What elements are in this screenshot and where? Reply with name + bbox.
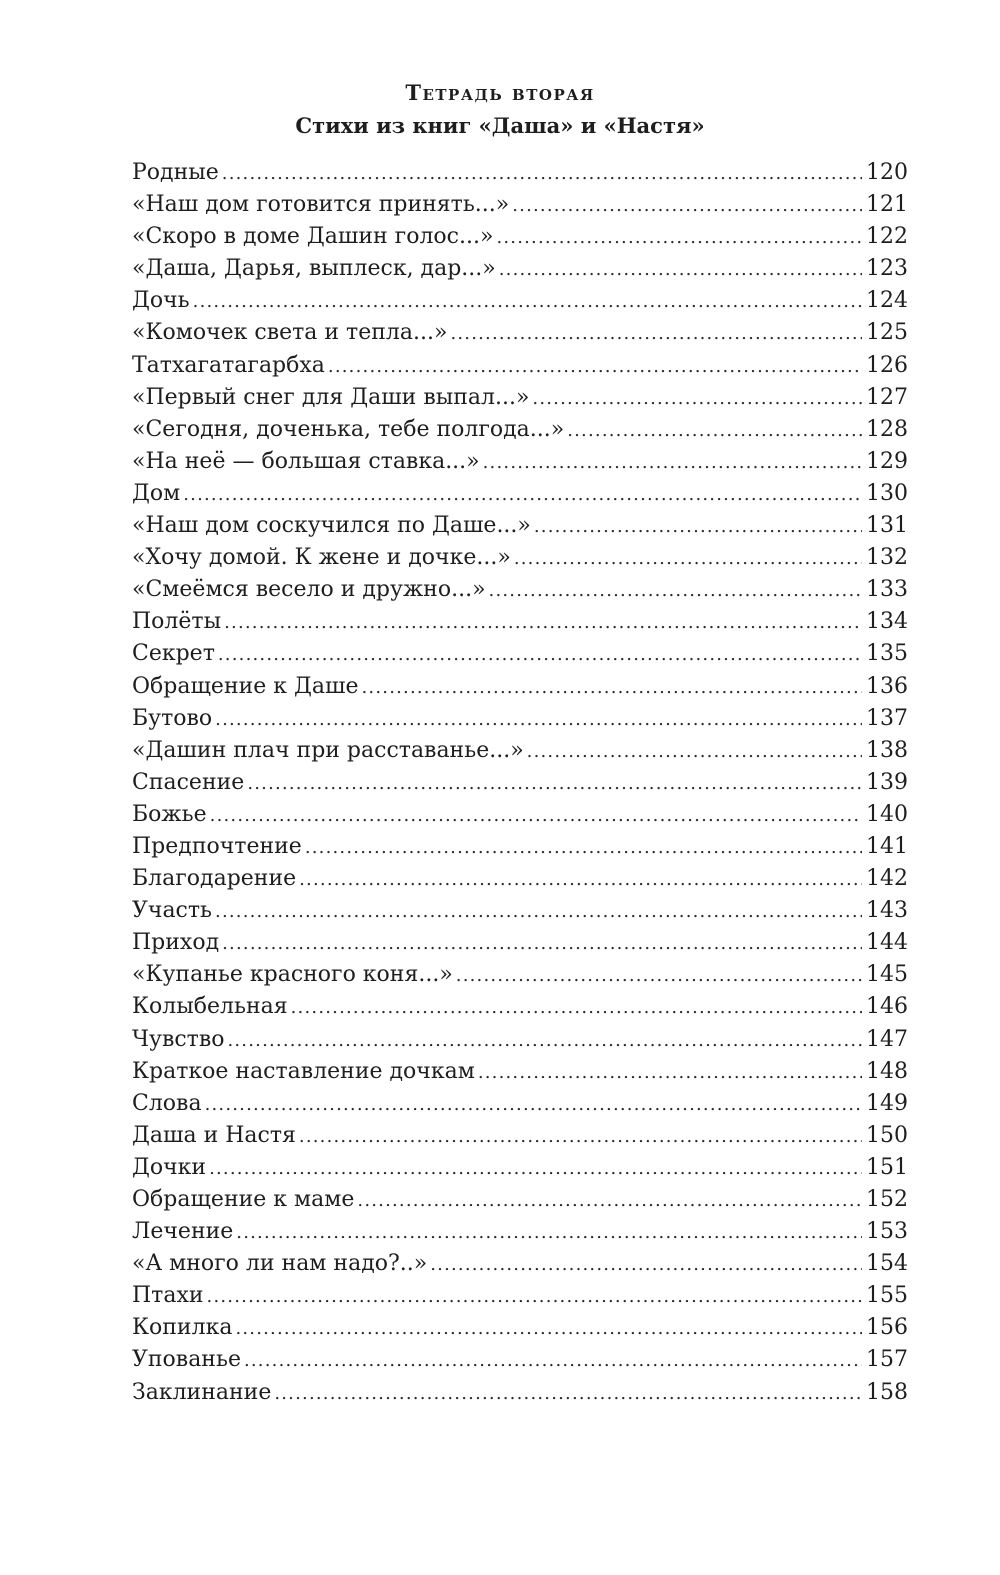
toc-entry xyxy=(132,510,908,542)
toc-entry-title: Копилка xyxy=(132,1315,233,1341)
toc-entry xyxy=(132,703,908,735)
toc-entry xyxy=(132,1152,908,1184)
toc-entry-page: 158 xyxy=(866,1379,908,1405)
toc-leader-dots xyxy=(207,1281,862,1312)
toc-entry xyxy=(132,735,908,767)
toc-entry xyxy=(132,767,908,799)
toc-entry xyxy=(132,895,908,927)
toc-entry-title: «Наш дом готовится принять...» xyxy=(132,192,510,218)
toc-entry xyxy=(132,831,908,863)
toc-leader-dots xyxy=(496,222,862,253)
toc-entry-page: 155 xyxy=(866,1283,908,1309)
toc-entry xyxy=(132,478,908,510)
toc-entry-page: 125 xyxy=(866,320,908,346)
toc-leader-dots xyxy=(299,1121,862,1152)
toc-entry-page: 152 xyxy=(866,1187,908,1212)
toc-entry xyxy=(132,638,908,670)
toc-entry-page: 121 xyxy=(866,192,908,218)
toc-entry-title: Дом xyxy=(132,480,181,506)
toc-entry-title: Птахи xyxy=(132,1283,204,1309)
toc-entry-title: «Наш дом соскучился по Даше...» xyxy=(132,513,531,539)
toc-entry-page: 144 xyxy=(866,930,908,956)
toc-leader-dots xyxy=(183,479,862,510)
toc-leader-dots xyxy=(291,992,862,1023)
toc-entry-page: 123 xyxy=(866,256,908,282)
toc-entry-title: Полёты xyxy=(132,609,222,635)
toc-entry-page: 127 xyxy=(866,384,908,410)
toc-leader-dots xyxy=(215,896,862,927)
toc-leader-dots xyxy=(478,1057,862,1088)
toc-entry xyxy=(132,157,908,189)
toc-entry xyxy=(132,863,908,895)
toc-entry-title: Божье xyxy=(132,801,207,827)
toc-entry-title: Чувство xyxy=(132,1026,225,1052)
toc-entry-page: 129 xyxy=(866,448,908,474)
toc-entry-page: 133 xyxy=(866,577,908,603)
toc-entry xyxy=(132,253,908,285)
toc-entry xyxy=(132,189,908,221)
toc-entry-page: 140 xyxy=(866,801,908,827)
toc-entry-title: Благодарение xyxy=(132,866,297,892)
toc-entry xyxy=(132,1056,908,1088)
toc-entry-title: Заклинание xyxy=(132,1379,272,1405)
toc-entry-title: «Скоро в доме Дашин голос...» xyxy=(132,224,494,250)
toc-leader-dots xyxy=(235,1313,862,1344)
toc-entry xyxy=(132,574,908,606)
toc-entry xyxy=(132,446,908,478)
toc-leader-dots xyxy=(247,768,862,799)
toc-entry-page: 149 xyxy=(866,1090,908,1116)
toc-entry-title: «А много ли нам надо?..» xyxy=(132,1251,428,1277)
toc-entry-page: 146 xyxy=(866,994,908,1020)
toc-leader-dots xyxy=(305,832,862,863)
toc-entry xyxy=(132,606,908,638)
toc-entry xyxy=(132,1216,908,1248)
toc-entry xyxy=(132,1377,908,1409)
toc-entry-page: 151 xyxy=(866,1154,908,1180)
toc-leader-dots xyxy=(456,960,862,991)
toc-leader-dots xyxy=(357,1185,862,1216)
toc-entry-page: 132 xyxy=(866,545,908,571)
toc-leader-dots xyxy=(534,511,862,542)
toc-entry-title: Бутово xyxy=(132,705,213,731)
toc-entry-title: «Даша, Дарья, выплеск, дар...» xyxy=(132,256,496,282)
toc-entry-page: 131 xyxy=(866,513,908,539)
toc-entry-page: 148 xyxy=(866,1058,908,1084)
toc-entry xyxy=(132,1280,908,1312)
toc-entry xyxy=(132,959,908,991)
toc-leader-dots xyxy=(205,1089,862,1120)
toc-entry-page: 143 xyxy=(866,898,908,924)
section-subtitle: Стихи из книг «Даша» и «Настя» xyxy=(295,113,705,138)
toc-entry-title: «Хочу домой. К жене и дочке...» xyxy=(132,545,511,571)
toc-entry xyxy=(132,991,908,1023)
toc-leader-dots xyxy=(222,158,862,189)
toc-entry-title: «Сегодня, доченька, тебе полгода...» xyxy=(132,416,565,442)
toc-entry-title: «Первый снег для Даши выпал...» xyxy=(132,384,530,410)
toc-entry-title: Упованье xyxy=(132,1347,241,1373)
toc-entry-page: 154 xyxy=(866,1251,908,1277)
toc-leader-dots xyxy=(274,1378,862,1409)
toc-entry xyxy=(132,414,908,446)
toc-entry xyxy=(132,317,908,349)
toc-entry-title: Родные xyxy=(132,160,219,185)
toc-leader-dots xyxy=(483,447,862,478)
toc-leader-dots xyxy=(209,1153,862,1184)
toc-entry-title: «На неё — большая ставка...» xyxy=(132,448,480,474)
toc-leader-dots xyxy=(450,318,862,349)
toc-entry-page: 138 xyxy=(866,737,908,763)
toc-leader-dots xyxy=(193,286,862,317)
toc-entry xyxy=(132,350,908,382)
toc-entry-page: 126 xyxy=(866,352,908,378)
toc-entry-page: 141 xyxy=(866,833,908,859)
toc-leader-dots xyxy=(489,575,862,606)
table-of-contents xyxy=(132,157,908,1409)
toc-entry-page: 128 xyxy=(866,416,908,442)
toc-entry-page: 139 xyxy=(866,769,908,795)
toc-entry xyxy=(132,221,908,253)
toc-entry-title: «Дашин плач при расставанье...» xyxy=(132,737,524,763)
toc-entry-title: Дочь xyxy=(132,288,190,314)
toc-leader-dots xyxy=(236,1217,862,1248)
toc-entry xyxy=(132,927,908,959)
toc-entry-page: 156 xyxy=(866,1315,908,1341)
toc-entry-title: Слова xyxy=(132,1090,202,1116)
toc-leader-dots xyxy=(210,800,862,831)
toc-leader-dots xyxy=(527,736,862,767)
toc-leader-dots xyxy=(532,383,862,414)
toc-entry xyxy=(132,1184,908,1216)
section-title: Тетрадь вторая xyxy=(405,80,595,105)
toc-entry-title: Обращение к маме xyxy=(132,1187,355,1212)
toc-entry-title: «Комочек света и тепла...» xyxy=(132,320,448,346)
toc-entry-title: Дочки xyxy=(132,1154,207,1180)
toc-entry-title: Спасение xyxy=(132,769,245,795)
toc-entry-page: 150 xyxy=(866,1122,908,1148)
toc-leader-dots xyxy=(512,190,862,221)
toc-leader-dots xyxy=(224,607,862,638)
toc-entry-page: 120 xyxy=(866,160,908,185)
toc-entry xyxy=(132,1120,908,1152)
toc-entry xyxy=(132,799,908,831)
toc-entry-page: 122 xyxy=(866,224,908,250)
toc-entry xyxy=(132,671,908,703)
toc-entry-title: Участь xyxy=(132,898,213,924)
toc-leader-dots xyxy=(218,639,862,670)
toc-entry-page: 124 xyxy=(866,288,908,314)
toc-leader-dots xyxy=(362,672,862,703)
toc-entry xyxy=(132,285,908,317)
toc-entry xyxy=(132,1312,908,1344)
toc-entry-page: 134 xyxy=(866,609,908,635)
toc-entry-title: Предпочтение xyxy=(132,833,302,859)
toc-leader-dots xyxy=(430,1249,862,1280)
toc-entry-page: 147 xyxy=(866,1026,908,1052)
toc-entry-title: Секрет xyxy=(132,641,215,667)
toc-entry-title: Даша и Настя xyxy=(132,1122,296,1148)
toc-entry xyxy=(132,1248,908,1280)
toc-entry-page: 145 xyxy=(866,962,908,988)
toc-entry-page: 153 xyxy=(866,1219,908,1245)
toc-entry-page: 135 xyxy=(866,641,908,667)
toc-entry-title: Краткое наставление дочкам xyxy=(132,1058,475,1084)
toc-entry-page: 136 xyxy=(866,673,908,699)
toc-entry xyxy=(132,382,908,414)
toc-leader-dots xyxy=(215,704,862,735)
toc-leader-dots xyxy=(222,928,862,959)
toc-entry-page: 130 xyxy=(866,480,908,506)
toc-entry-title: Колыбельная xyxy=(132,994,288,1020)
toc-leader-dots xyxy=(227,1025,862,1056)
toc-entry-title: «Смеёмся весело и дружно...» xyxy=(132,577,486,603)
toc-entry xyxy=(132,1024,908,1056)
toc-entry-page: 142 xyxy=(866,866,908,892)
toc-leader-dots xyxy=(514,543,862,574)
toc-entry-page: 137 xyxy=(866,705,908,731)
toc-entry-title: Приход xyxy=(132,930,220,956)
toc-leader-dots xyxy=(567,415,862,446)
toc-entry-page: 157 xyxy=(866,1347,908,1373)
toc-entry-title: Татхагатагарбха xyxy=(132,352,325,378)
toc-leader-dots xyxy=(299,864,862,895)
toc-entry-title: Обращение к Даше xyxy=(132,673,359,699)
toc-leader-dots xyxy=(328,351,862,382)
toc-entry xyxy=(132,1344,908,1376)
toc-entry-title: «Купанье красного коня...» xyxy=(132,962,453,988)
toc-leader-dots xyxy=(499,254,862,285)
toc-entry xyxy=(132,1088,908,1120)
toc-entry-title: Лечение xyxy=(132,1219,234,1245)
toc-leader-dots xyxy=(244,1345,862,1376)
toc-entry xyxy=(132,542,908,574)
